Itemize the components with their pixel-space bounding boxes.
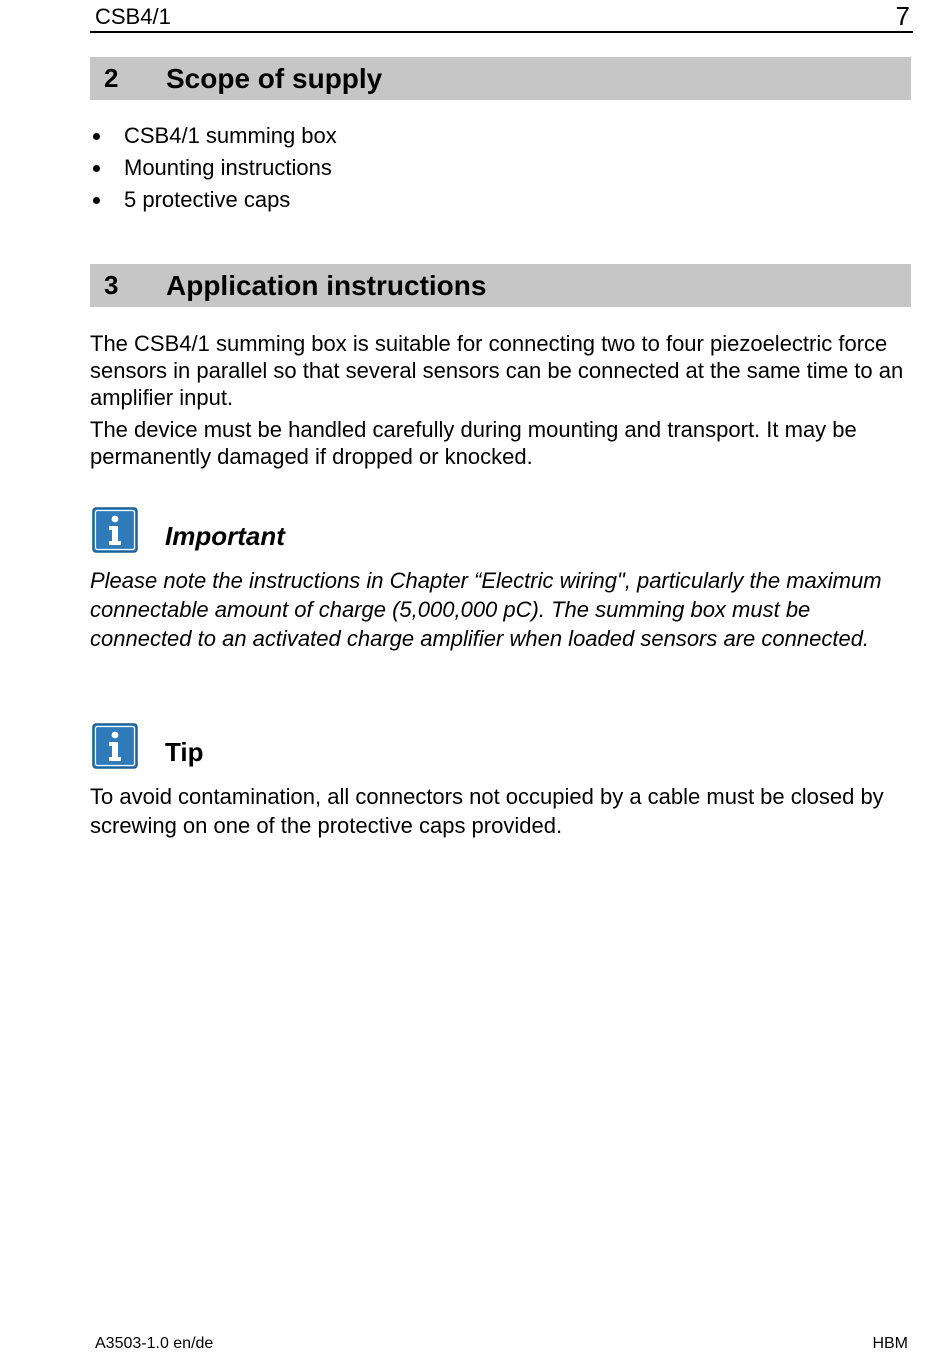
section-number: 2 <box>104 63 119 93</box>
list-item-label: 5 protective caps <box>124 187 291 212</box>
list-item <box>90 120 337 152</box>
bullet-icon <box>93 197 100 204</box>
section-number: 3 <box>104 270 119 300</box>
notice-text-important: Please note the instructions in Chapter “Electric wiring", particularly the maximum connectable amount of charge (5,000,000 pC). The summing box must be connected to an activated charge amplifier when loaded sensors are connected. <box>90 568 882 651</box>
body-paragraph: The device must be handled carefully during mounting and transport. It may be permanently damaged if dropped or knocked. <box>90 417 857 469</box>
notice-title-important: Important <box>165 521 285 551</box>
section-heading-application-instructions <box>90 264 911 307</box>
page-number: 7 <box>895 1 910 31</box>
running-header-doc-id: CSB4/1 <box>95 4 171 29</box>
list-item <box>90 184 337 216</box>
scope-of-supply-list <box>90 120 337 216</box>
bullet-icon <box>93 133 100 140</box>
notice-text-tip: To avoid contamination, all connectors not occupied by a cable must be closed by screwing on one of the protective caps provided. <box>90 784 884 838</box>
footer-brand: HBM <box>872 1335 908 1352</box>
list-item-label: Mounting instructions <box>124 155 332 180</box>
info-icon <box>92 723 138 769</box>
section-title: Scope of supply <box>166 63 383 94</box>
body-paragraph: The CSB4/1 summing box is suitable for connecting two to four piezoelectric force sensors in parallel so that several sensors can be connected at the same time to an amplifier input. <box>90 331 904 410</box>
footer-doc-code: A3503-1.0 en/de <box>95 1335 214 1352</box>
info-icon <box>92 507 138 553</box>
list-item-label: CSB4/1 summing box <box>124 123 337 148</box>
section-heading-scope-of-supply <box>90 57 911 100</box>
section-title: Application instructions <box>166 270 487 301</box>
header-rule <box>90 31 913 33</box>
bullet-icon <box>93 165 100 172</box>
list-item <box>90 152 337 184</box>
notice-title-tip: Tip <box>165 737 204 767</box>
